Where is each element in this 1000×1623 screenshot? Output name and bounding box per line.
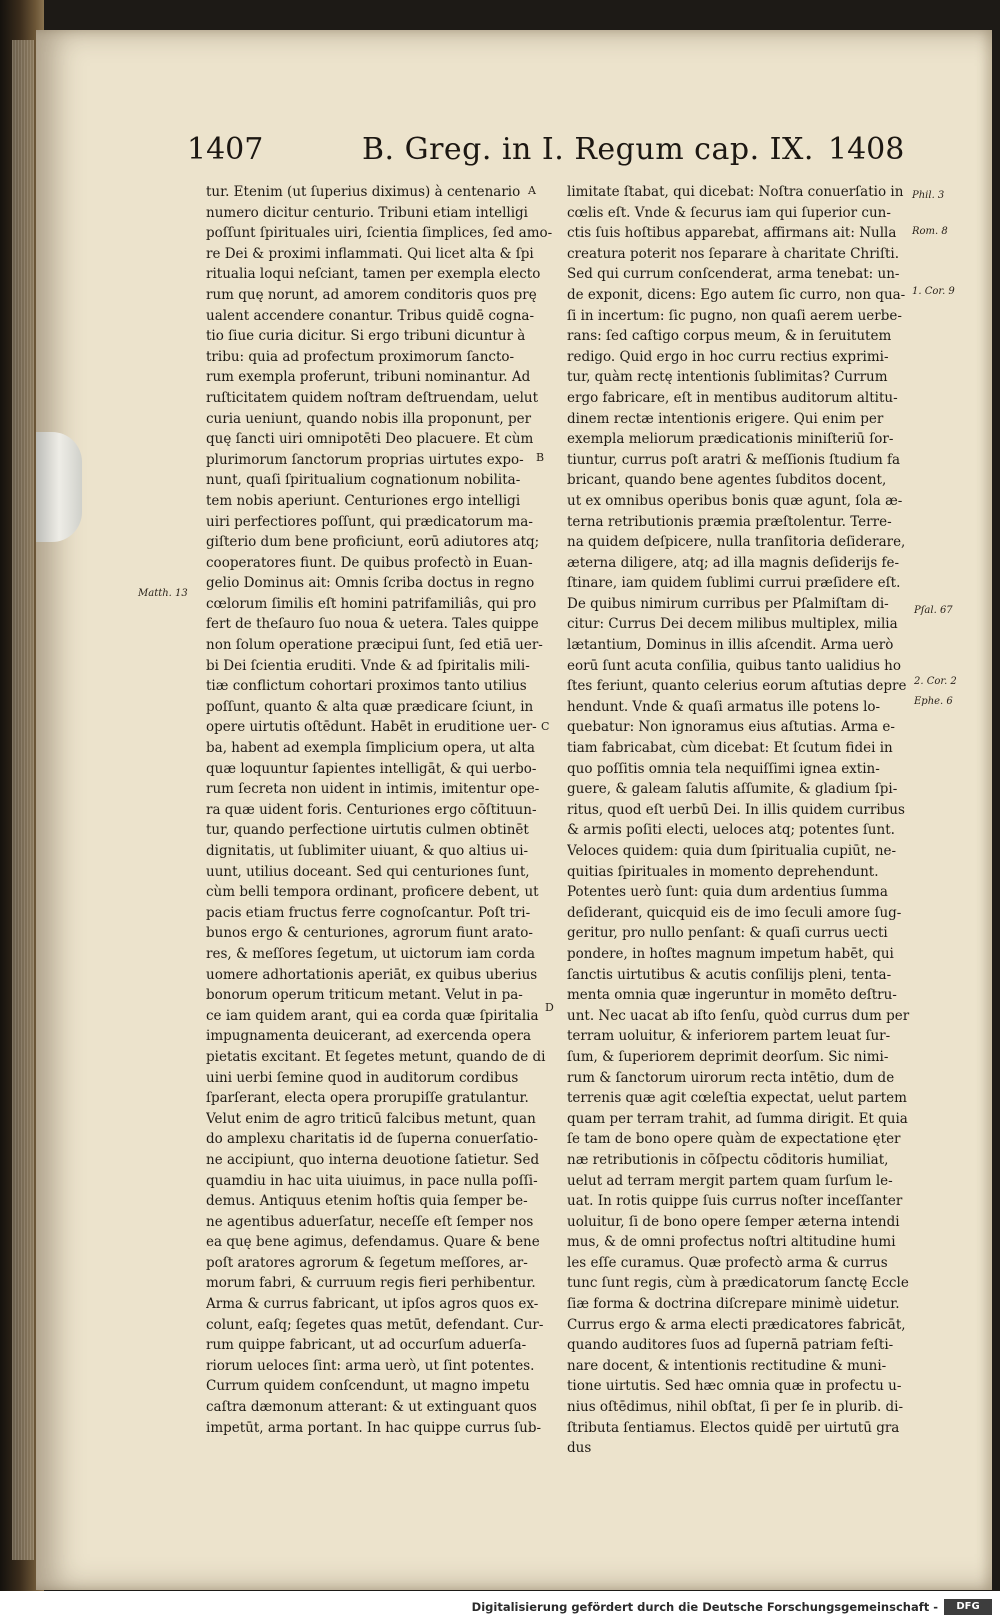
text-line: ba, habent ad exempla ſimplicium opera, ut alta: [206, 740, 535, 757]
text-line: uunt, utilius doceant. Sed qui centuriones ſunt,: [206, 863, 530, 880]
footer-credit: Digitalisierung gefördert durch die Deutsche Forschungsgemeinschaft -: [471, 1600, 938, 1614]
text-line: quando auditores ſuos ad ſupernā patriam feſti-: [567, 1337, 894, 1354]
text-line: Currum quidem conſcendunt, ut magno impetu: [206, 1378, 530, 1395]
text-line: uiri perfectiores poſſunt, qui prædicatorum ma-: [206, 513, 533, 530]
text-line: ne agentibus aduerſatur, neceſſe eſt ſemper nos: [206, 1213, 534, 1230]
text-line: cœlis eſt. Vnde & ſecurus iam qui ſuperior cun-: [567, 204, 891, 221]
text-line: ea quę bene agimus, defendamus. Quare & bene: [206, 1234, 540, 1251]
text-line: ualent accendere conantur. Tribus quidē cogna-: [206, 307, 535, 324]
text-line: menta omnia quæ ingeruntur in momēto deſtru-: [567, 987, 897, 1004]
text-line: rum exempla proferunt, tribuni nominantur. Ad: [206, 369, 531, 386]
text-line: terrenis quæ agit cœleſtia expectat, uelut partem: [567, 1090, 907, 1107]
text-line: tur, quando perfectione uirtutis culmen obtinēt: [206, 822, 529, 839]
text-line: gelio Dominus ait: Omnis ſcriba doctus in regno: [206, 575, 535, 592]
text-line: unt. Nec uacat ab iſto ſenſu, quòd currus dum per: [567, 1007, 910, 1024]
text-line: ce iam quidem arant, qui ea corda quæ ſpiritalia: [206, 1007, 539, 1024]
section-letter-d: D: [545, 1001, 554, 1014]
text-line: ſe tam de bono opere quàm de expectatione ęter: [567, 1131, 901, 1148]
text-line: tribu: quia ad profectum proximorum ſancto-: [206, 348, 515, 365]
text-line: ſtributa ſentiamus. Electos quidē per uirtutū gra: [567, 1419, 900, 1436]
text-line: impetūt, arma portant. In hac quippe currus ſub-: [206, 1419, 542, 1436]
text-line: fert de theſauro ſuo noua & uetera. Tales quippe: [206, 616, 539, 633]
margin-note-right: Pſal. 67: [914, 605, 953, 616]
text-line: nius oſtēdimus, nihil obſtat, ſi per ſe in plurib. di-: [567, 1399, 904, 1416]
digitization-footer: [0, 1591, 1000, 1623]
text-line: bunos ergo & centuriones, agrorum fiunt arato-: [206, 925, 533, 942]
text-line: creatura poterit nos ſeparare à charitate Chriſti.: [567, 245, 900, 262]
text-line: terram uoluitur, & inferiorem partem leuat ſur-: [567, 1028, 891, 1045]
text-line: Arma & currus fabricant, ut ipſos agros quos ex-: [206, 1296, 539, 1313]
text-line: æterna diligere, atq; ad illa magnis deſiderijs fe-: [567, 554, 900, 571]
margin-note-left: Matth. 13: [138, 588, 188, 599]
text-line: poſſunt, quanto & alta quæ prædicare ſciunt, in: [206, 698, 534, 715]
text-line: tiæ conflictum cohortari proximos tanto utilius: [206, 678, 527, 695]
text-line: cœlorum ſimilis eſt homini patrifamiliâs, qui pro: [206, 595, 537, 612]
text-line: opere uirtutis oſtēdunt. Habēt in eruditione uer-: [206, 719, 537, 736]
text-line: re Dei & proximi inflammati. Qui licet alta & ſpi: [206, 245, 534, 262]
text-line: ſi in incertum: ſic pugno, non quaſi aerem uerbe-: [567, 307, 902, 324]
text-line: quamdiu in hac uita uiuimus, in pace nulla poſſi-: [206, 1172, 538, 1189]
text-line: uini uerbi ſemine quod in auditorum cordibus: [206, 1069, 519, 1086]
text-line: colunt, eaſq; ſegetes quas metūt, defendant. Cur-: [206, 1316, 544, 1333]
text-line: nare docent, & intentionis rectitudine & muni-: [567, 1357, 887, 1374]
text-line: quitias ſpirituales in momento deprehendunt.: [567, 863, 879, 880]
text-line: poſt aratores agrorum & ſegetum meſſores, ar-: [206, 1254, 528, 1271]
text-line: non ſolum operatione præcipui ſunt, ſed etiā uer-: [206, 637, 543, 654]
right-text-column: [567, 182, 917, 1459]
text-line: guere, & galeam ſalutis aſſumite, & gladium ſpi-: [567, 781, 898, 798]
margin-note-right: Ephe. 6: [914, 696, 953, 707]
text-line: ſtinare, iam quidem ſublimi currui præſidere eſt.: [567, 575, 901, 592]
text-line: pacis etiam fructus ferre cognoſcantur. Poſt tri-: [206, 904, 531, 921]
text-line: pondere, in hoſtes magnum impetum habēt, qui: [567, 945, 894, 962]
text-line: ſanctis uirtutibus & acutis conſilijs pleni, tenta-: [567, 966, 892, 983]
text-line: tione uirtutis. Sed hæc omnia quæ in profectu u-: [567, 1378, 902, 1395]
text-line: deſiderant, quicquid eis de imo ſeculi amore ſug-: [567, 904, 902, 921]
text-line: impugnamenta deuicerant, ad exercenda opera: [206, 1028, 532, 1045]
text-line: & armis poſiti electi, ueloces atq; potentes ſunt.: [567, 822, 895, 839]
text-line: cooperatores fiunt. De quibus profectò in Euan-: [206, 554, 533, 571]
text-line: uomere adhortationis aperiāt, ex quibus uberius: [206, 966, 538, 983]
text-line: caſtra dæmonum atterant: & ut extinguant quos: [206, 1399, 537, 1416]
section-letter-a: A: [528, 184, 536, 197]
text-line: bi Dei ſcientia eruditi. Vnde & ad ſpiritalis mili-: [206, 657, 530, 674]
text-line: ra quæ uident foris. Centuriones ergo cōſtituun-: [206, 801, 537, 818]
text-line: quę ſancti uiri omnipotēti Deo placuere. Et cùm: [206, 431, 534, 448]
text-line: Velut enim de agro triticū falcibus metunt, quan: [206, 1110, 536, 1127]
text-line: limitate ſtabat, qui dicebat: Noſtra conuerſatio in: [567, 184, 904, 200]
text-line: Sed qui currum conſcenderat, arma tenebat: un-: [567, 266, 900, 283]
page-clip: [36, 432, 82, 542]
text-line: numero dicitur centurio. Tribuni etiam intelligi: [206, 204, 528, 221]
text-line: giſterio dum bene proficiunt, eorū adiutores atq;: [206, 534, 540, 551]
text-line: res, & meſſores ſegetum, ut uictorum iam corda: [206, 945, 536, 962]
text-line: curia ueniunt, quando nobis illa proponunt, per: [206, 410, 532, 427]
text-line: terna retributionis præmia præſtolentur. Terre-: [567, 513, 892, 530]
text-line: dinem rectæ intentionis erigere. Qui enim per: [567, 410, 884, 427]
text-line: rum quippe fabricant, ut ad occurſum aduerſa-: [206, 1337, 527, 1354]
text-line: dignitatis, ut ſublimiter uiuant, & quo altius ui-: [206, 843, 529, 859]
text-line: Potentes uerò ſunt: quia dum ardentius ſumma: [567, 884, 888, 901]
text-line: ſtes feriunt, quanto celerius eorum aſtutias depre: [567, 678, 907, 695]
left-text-column: [206, 182, 556, 1438]
text-line: lætantium, Dominus in illis aſcendit. Arma uerò: [567, 637, 894, 654]
text-line: bonorum operum triticum metant. Velut in pa-: [206, 987, 523, 1004]
text-line: næ retributionis in cōſpectu cōditoris humiliat,: [567, 1151, 889, 1168]
text-line: ctis ſuis hoſtibus apparebat, affirmans ait: Nulla: [567, 225, 897, 242]
text-line: dus: [567, 1440, 592, 1457]
text-line: quæ loquuntur ſapientes intelligāt, & qui uerbo-: [206, 760, 537, 777]
margin-note-right: Phil. 3: [912, 190, 945, 201]
text-line: nunt, quaſi ſpiritualium cognationum nobilita-: [206, 472, 521, 489]
text-line: mus, & de omni profectus noſtri altitudine humi: [567, 1234, 896, 1251]
dfg-logo: DFG: [944, 1599, 992, 1615]
text-line: quam per terram trahit, ad ſumma dirigit. Et quia: [567, 1110, 908, 1127]
text-line: Currus ergo & arma electi prædicatores fabricāt,: [567, 1316, 906, 1333]
text-line: uelut ad terram mergit partem quam ſurſum le-: [567, 1172, 893, 1189]
text-line: rum ſecreta non uident in intimis, imitentur ope-: [206, 781, 540, 798]
text-line: plurimorum ſanctorum proprias uirtutes expo-: [206, 451, 524, 468]
text-line: ruſticitatem quidem noſtram deſtruendam, uelut: [206, 389, 539, 406]
text-line: ſum, & ſuperiorem deprimit deorſum. Sic nimi-: [567, 1048, 889, 1065]
text-line: les eſſe curamus. Quæ profectò arma & currus: [567, 1254, 888, 1271]
text-line: de exponit, dicens: Ego autem ſic curro, non qua-: [567, 286, 906, 303]
page-edges: [12, 40, 34, 1560]
text-line: tio ſiue curia dicitur. Si ergo tribuni dicuntur à: [206, 328, 526, 345]
text-line: quo poſſitis omnia tela nequiſſimi ignea extin-: [567, 760, 880, 777]
text-line: exempla meliorum prædicationis miniſteriū ſor-: [567, 431, 894, 448]
text-line: ſiæ forma & doctrina diſcrepare minimè uidetur.: [567, 1296, 900, 1313]
margin-note-right: 1. Cor. 9: [912, 286, 955, 297]
text-line: geritur, pro nullo penſant: & quaſi currus uecti: [567, 925, 888, 942]
text-line: redigo. Quid ergo in hoc curru rectius exprimi-: [567, 348, 889, 365]
page-number-right: 1408: [828, 132, 905, 167]
text-line: do amplexu charitatis id de ſuperna conuerſatio-: [206, 1131, 538, 1148]
text-line: ergo fabricare, eſt in mentibus auditorum altitu-: [567, 389, 898, 406]
text-line: uoluitur, ſi de bono opere ſemper æterna intendi: [567, 1213, 900, 1230]
text-line: tunc ſunt regis, cùm à prædicatorum ſanctę Eccle: [567, 1275, 909, 1292]
text-line: Veloces quidem: quia dum ſpiritualia cupiūt, ne-: [567, 843, 897, 859]
text-line: ſparſerant, electa opera prorupiſſe gratulantur.: [206, 1090, 529, 1107]
page-header: [0, 132, 1000, 180]
section-letter-b: B: [536, 451, 545, 464]
text-line: eorū ſunt acuta conſilia, quibus tanto ualidius ho: [567, 657, 901, 674]
text-line: demus. Antiquus etenim hoſtis quia ſemper be-: [206, 1193, 528, 1210]
text-line: poſſunt ſpirituales uiri, ſcientia ſimplices, ſed amo-: [206, 225, 553, 242]
text-line: rans: ſed caſtigo corpus meum, & in ſeruitutem: [567, 328, 892, 345]
running-title: B. Greg. in I. Regum cap. IX.: [362, 132, 814, 167]
margin-note-right: Rom. 8: [912, 226, 948, 237]
text-line: tiam fabricabat, cùm dicebat: Et ſcutum fidei in: [567, 740, 893, 757]
text-line: tur, quàm rectę intentionis ſublimitas? Currum: [567, 369, 888, 386]
text-line: tiuntur, currus poſt aratri & meſſionis ſtudium fa: [567, 451, 901, 468]
text-line: bricant, quando bene agentes ſubditos docent,: [567, 472, 887, 489]
text-line: ritualia loqui neſciant, tamen per exempla electo: [206, 266, 541, 283]
text-line: riorum ueloces ſint: arma uerò, ut ſint potentes.: [206, 1357, 535, 1374]
margin-note-right: 2. Cor. 2: [914, 676, 957, 687]
text-line: tur. Etenim (ut ſuperius diximus) à centenario: [206, 184, 521, 200]
text-line: hendunt. Vnde & quaſi armatus ille potens lo-: [567, 698, 881, 715]
text-line: pietatis excitant. Et ſegetes metunt, quando de di: [206, 1048, 546, 1065]
text-line: ritus, quod eſt uerbū Dei. In illis quidem curribus: [567, 801, 905, 818]
text-line: citur: Currus Dei decem milibus multiplex, milia: [567, 616, 898, 633]
text-line: morum fabri, & curruum regis fieri perhibentur.: [206, 1275, 536, 1292]
text-line: cùm belli tempora ordinant, proficere debent, ut: [206, 884, 539, 901]
section-letter-c: C: [541, 720, 550, 733]
text-line: De quibus nimirum curribus per Pſalmiſtam di-: [567, 595, 889, 612]
text-line: quebatur: Non ignoramus eius aſtutias. Arma e-: [567, 719, 895, 736]
text-line: na quidem deſpicere, nulla tranſitoria deſiderare,: [567, 534, 906, 551]
text-line: rum & ſanctorum uirorum recta intētio, dum de: [567, 1069, 895, 1086]
text-line: tem nobis aperiunt. Centuriones ergo intelligi: [206, 492, 521, 509]
text-line: ut ex omnibus operibus bonis quæ agunt, ſola æ-: [567, 492, 903, 509]
page-number-left: 1407: [187, 132, 264, 167]
text-line: uat. In rotis quippe ſuis currus noſter inceſſanter: [567, 1193, 903, 1210]
text-line: rum quę norunt, ad amorem conditoris quos prę: [206, 286, 537, 303]
text-line: ne accipiunt, quo interna deuotione ſatietur. Sed: [206, 1151, 540, 1168]
